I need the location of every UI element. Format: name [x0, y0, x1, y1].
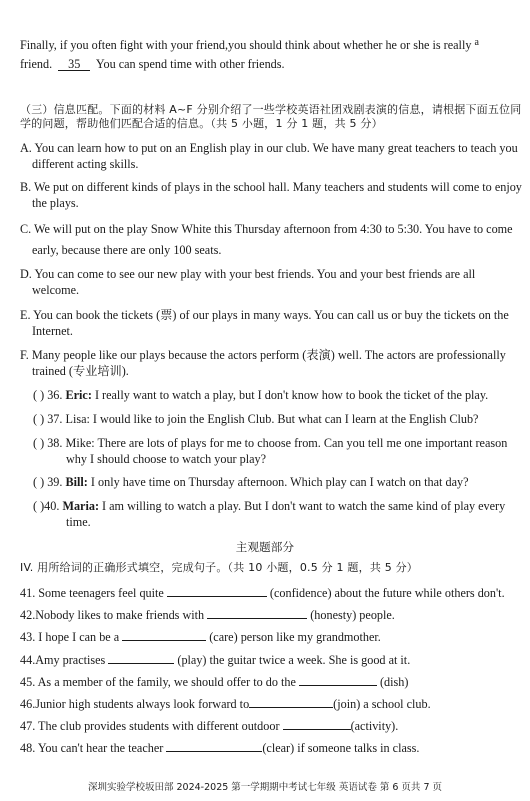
answer-blank-43[interactable]: [122, 629, 206, 641]
answer-blank-42[interactable]: [207, 607, 307, 619]
option-a: A. You can learn how to put on an English play in our club. We have many great teachers to teach you different acting skills.: [20, 141, 518, 171]
answer-blank-44[interactable]: [108, 652, 174, 664]
section-heading-matching: （三）信息匹配。下面的材料 A~F 分别介绍了一些学校英语社团戏剧表演的信息，请根据下面五位同学的问题，帮助他们匹配合适的信息。（共 5 小题，1 分 1 题，共 5 分）: [20, 103, 522, 131]
answer-blank-46[interactable]: [249, 696, 333, 708]
item-47: 47. The club provides students with different outdoor (activity).: [20, 719, 399, 733]
question-37[interactable]: ( ) 37. Lisa: I would like to join the English Club. But what can I learn at the English Club?: [33, 412, 479, 426]
answer-blank-48[interactable]: [166, 740, 262, 752]
item-46: 46.Junior high students always look forward to (join) a school club.: [20, 697, 431, 711]
passage-line-2: friend. 35 You can spend time with other friends.: [20, 56, 285, 71]
question-36[interactable]: ( ) 36. Eric: I really want to watch a play, but I don't know how to book the ticket of the play.: [33, 388, 489, 402]
passage-continuation: [20, 37, 522, 72]
question-39[interactable]: ( ) 39. Bill: I only have time on Thursday afternoon. Which play can I watch on that day?: [33, 475, 469, 489]
item-48: 48. You can't hear the teacher (clear) if someone talks in class.: [20, 741, 420, 755]
option-c: C. We will put on the play Snow White this Thursday afternoon from 4:30 to 5:30. You have to come early, because there are only 100 seats.: [20, 222, 513, 257]
item-42: 42.Nobody likes to make friends with (honesty) people.: [20, 608, 395, 622]
passage-line-1: Finally, if you often fight with your friend,you should think about whether he or she is really $^a$: [20, 37, 479, 52]
page-footer: 深圳实验学校坂田部 2024-2025 第一学期期中考试七年级 英语试卷 第 6 页共 7 页: [87, 782, 443, 793]
item-41: 41. Some teenagers feel quite (confidence) about the future while others don't.: [20, 586, 505, 600]
option-d: D. You can come to see our new play with your best friends. You and your best friends are all welcome.: [20, 267, 476, 297]
item-44: 44.Amy practises (play) the guitar twice a week. She is good at it.: [20, 653, 411, 667]
item-43: 43. I hope I can be a (care) person like my grandmother.: [20, 630, 381, 644]
answer-blank-41[interactable]: [167, 585, 267, 597]
answer-blank-45[interactable]: [299, 674, 377, 686]
option-e: E. You can book the tickets (票) of our plays in many ways. You can call us or buy the tickets on the Internet.: [20, 308, 509, 338]
answer-blank-35[interactable]: 35: [58, 58, 90, 71]
question-38[interactable]: ( ) 38. Mike: There are lots of plays for me to choose from. Can you tell me one important reason why I should choose to watch your play?: [33, 436, 508, 466]
question-40[interactable]: ( )40. Maria: I am willing to watch a play. But I don't want to watch the same kind of play every time.: [33, 499, 506, 529]
option-f: F. Many people like our plays because the actors perform (表演) well. The actors are professionally trained (专业培训).: [20, 348, 506, 378]
subjective-title: 主观题部分: [235, 540, 295, 554]
section-heading-fill: IV. 用所给词的正确形式填空，完成句子。（共 10 小题，0.5 分 1 题，共 5 分）: [20, 561, 419, 574]
option-b: B. We put on different kinds of plays in the school hall. Many teachers and students will come to enjoy the plays.: [20, 180, 522, 210]
answer-blank-47[interactable]: [283, 718, 351, 730]
item-45: 45. As a member of the family, we should offer to do the (dish): [20, 675, 409, 689]
